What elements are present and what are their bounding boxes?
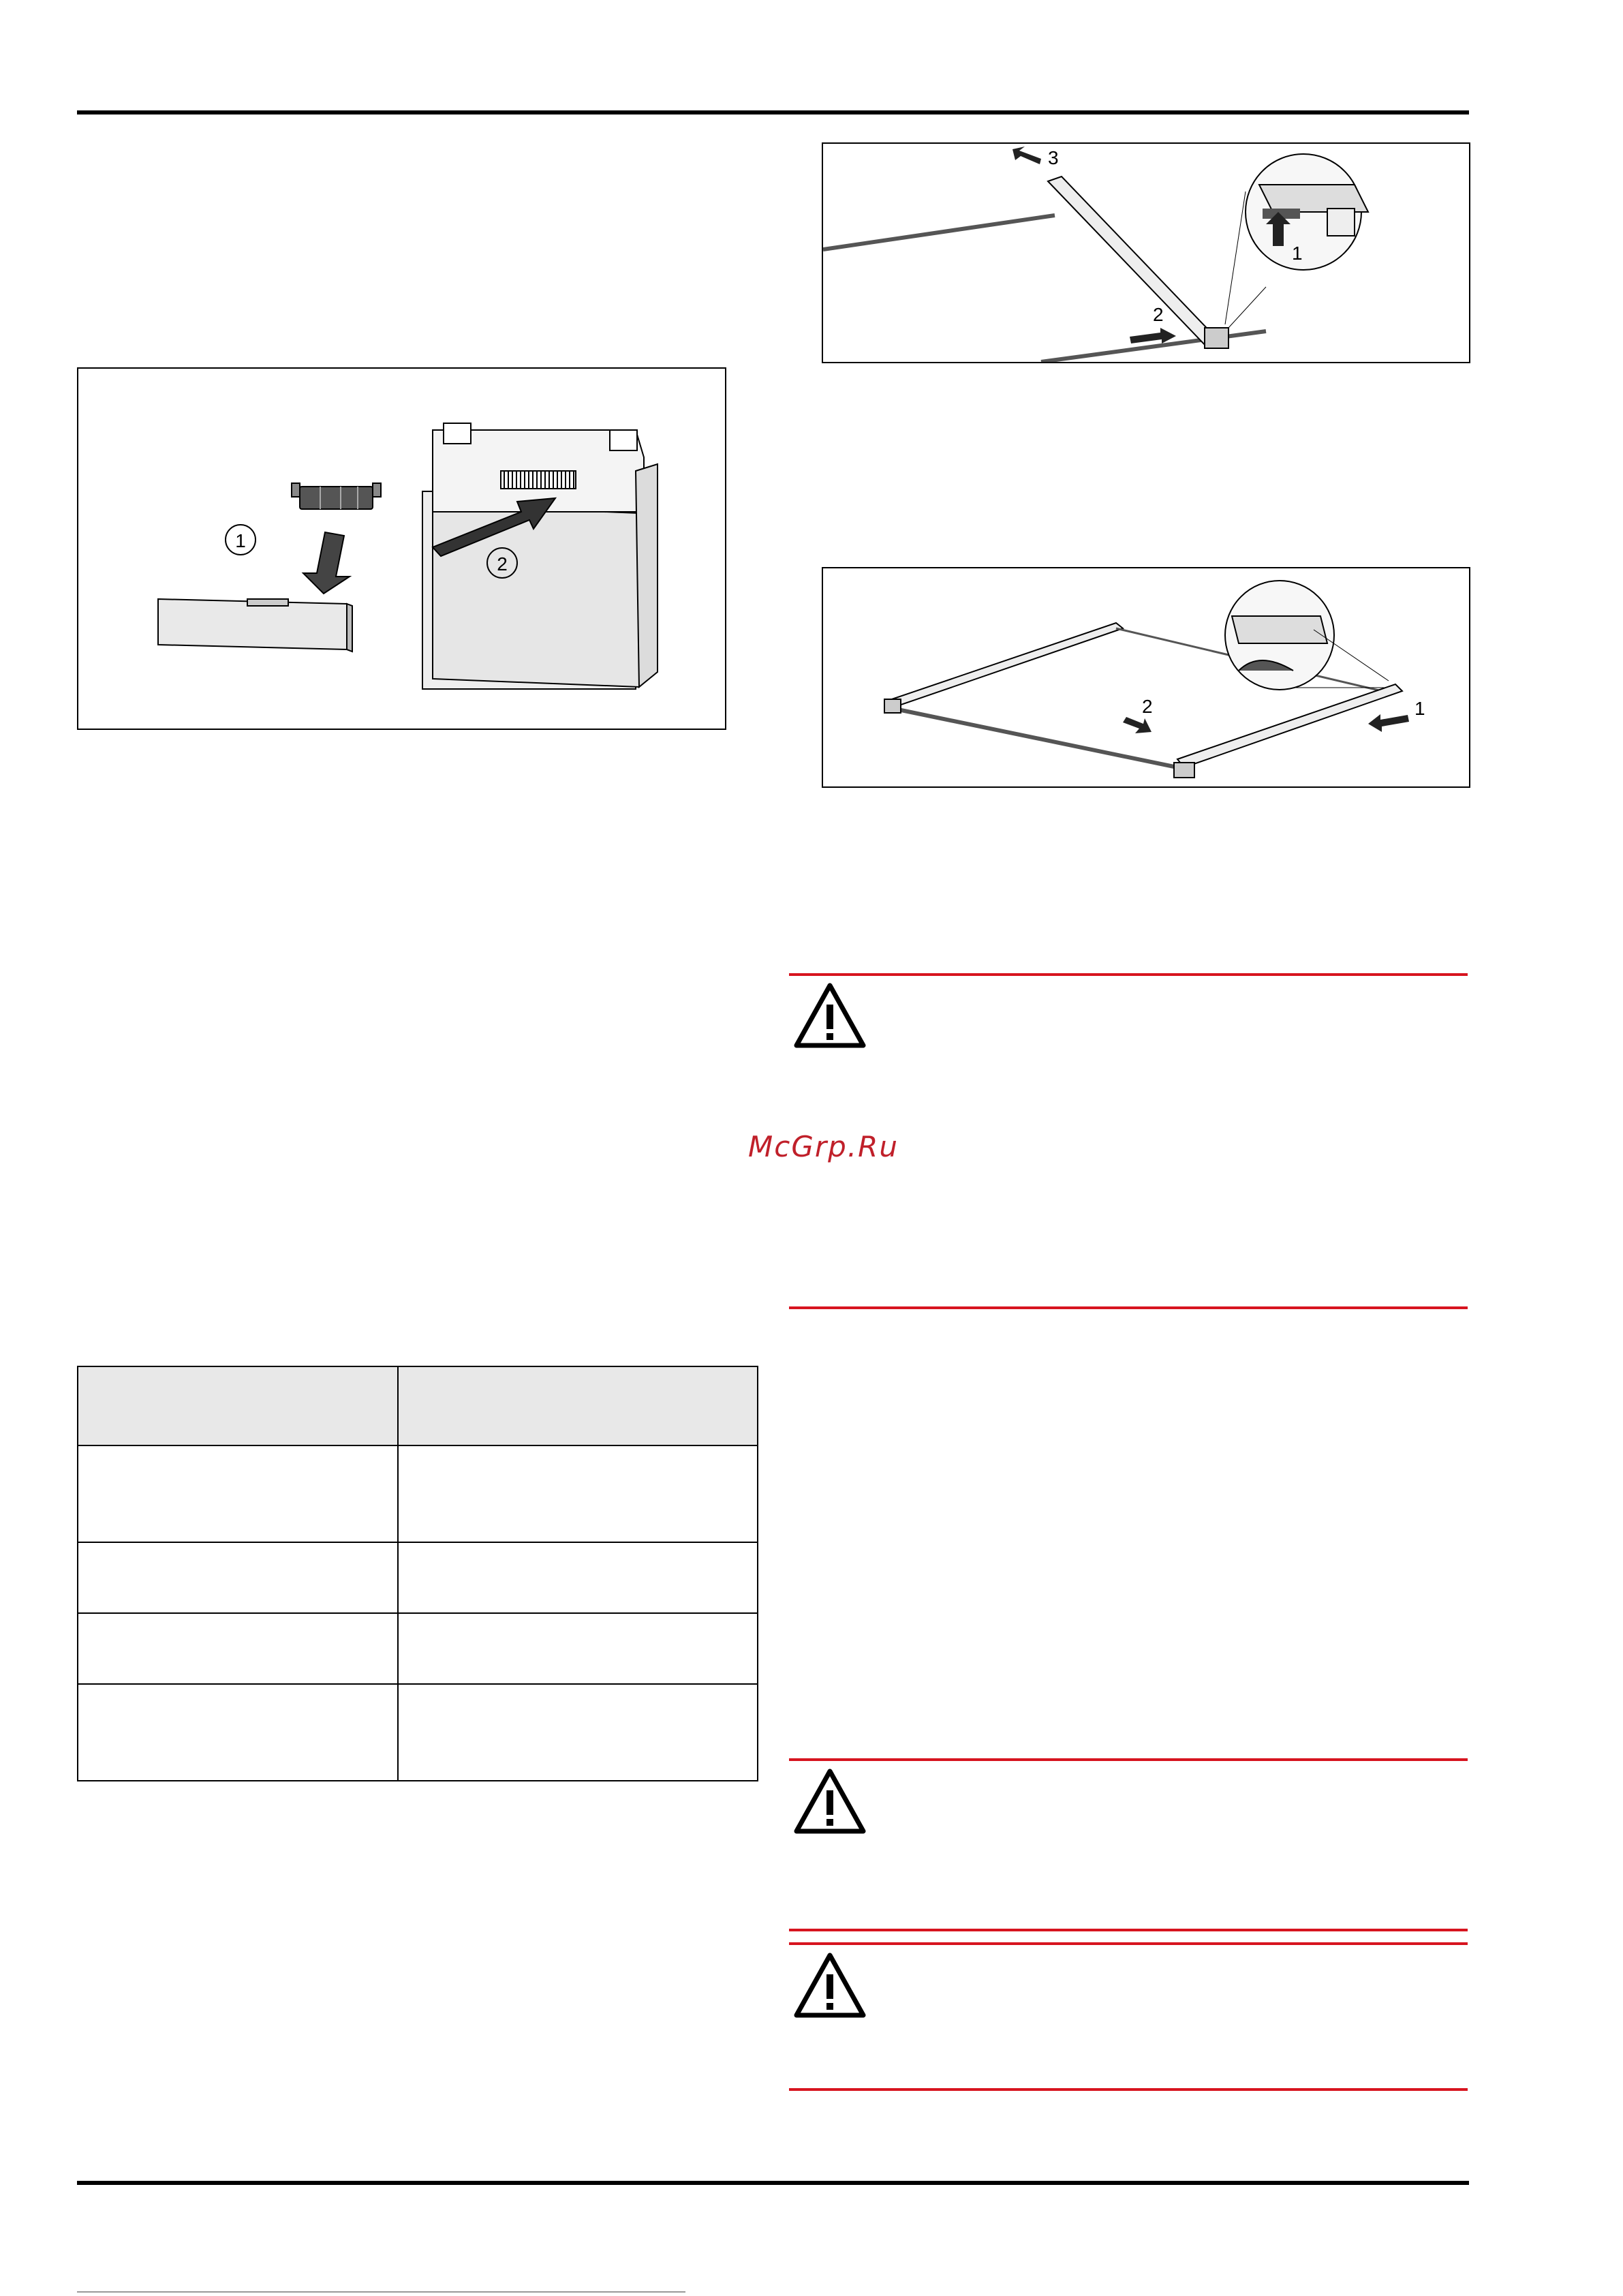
- footer-thin-rule: [77, 2291, 685, 2293]
- filter-cartridge: [292, 483, 381, 509]
- table-cell: [78, 1613, 398, 1684]
- table-cell: [78, 1542, 398, 1613]
- step-2-label: 2: [497, 553, 508, 575]
- warning-1-bottom-rule: [789, 1306, 1468, 1309]
- figure-rail-remove: [822, 142, 1470, 363]
- warning-triangle-icon: [792, 1767, 867, 1835]
- warning-triangle-icon: [792, 1951, 867, 2019]
- table-row: [78, 1542, 758, 1613]
- step-1-label: 1: [235, 530, 246, 551]
- warning-2-top-rule: [789, 1758, 1468, 1761]
- figure-filter-insert-drawing: [78, 369, 725, 729]
- figure-rail-frame: [822, 567, 1470, 788]
- warning-3-top-rule: [789, 1942, 1468, 1945]
- callout-1: 1: [1415, 698, 1425, 719]
- table-cell: [398, 1684, 758, 1781]
- figure-rail-remove-drawing: [823, 144, 1469, 362]
- table-cell: [78, 1445, 398, 1542]
- table-row: [78, 1684, 758, 1781]
- table-cell: [78, 1684, 398, 1781]
- callout-3: 3: [1048, 147, 1059, 168]
- table-header-row: [78, 1366, 758, 1445]
- table-header-cell: [398, 1366, 758, 1445]
- spec-table: [77, 1366, 758, 1781]
- flat-cover: [158, 599, 352, 652]
- figure-filter-insert: [77, 367, 726, 730]
- warning-3-bottom-rule: [789, 2088, 1468, 2091]
- callout-2: 2: [1142, 696, 1153, 717]
- warning-triangle-icon: [792, 981, 867, 1050]
- warning-1-top-rule: [789, 973, 1468, 976]
- table-cell: [398, 1445, 758, 1542]
- insert-arrow-1: [303, 532, 350, 594]
- table-cell: [398, 1542, 758, 1613]
- slide-arrow-2: [1123, 717, 1151, 733]
- figure-rail-frame-drawing: [823, 568, 1469, 786]
- top-rule: [77, 110, 1469, 114]
- pull-arrow: [1130, 328, 1176, 343]
- table-row: [78, 1445, 758, 1542]
- table-cell: [398, 1613, 758, 1684]
- watermark: McGrp.Ru: [748, 1130, 899, 1163]
- callout-2: 2: [1153, 304, 1164, 325]
- table-row: [78, 1613, 758, 1684]
- warning-2-bottom-rule: [789, 1929, 1468, 1931]
- slide-arrow-1: [1368, 714, 1409, 732]
- table-header-cell: [78, 1366, 398, 1445]
- bottom-rule: [77, 2181, 1469, 2185]
- callout-1: 1: [1292, 243, 1303, 264]
- raise-arrow: [1013, 147, 1041, 164]
- filter-housing: [422, 423, 658, 689]
